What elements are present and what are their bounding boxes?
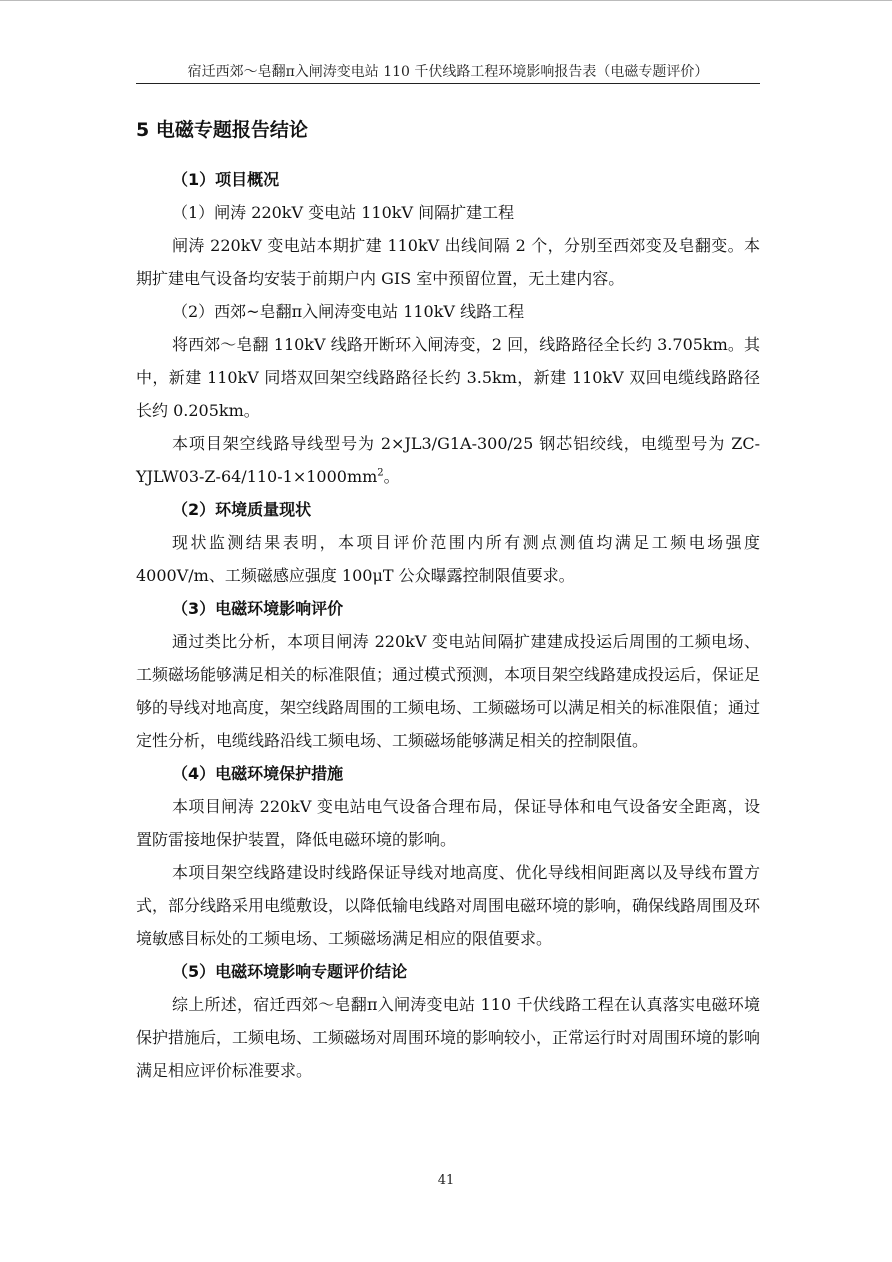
header-rule: [136, 83, 760, 84]
subsection-heading-conclusion: （5）电磁环境影响专题评价结论: [172, 962, 408, 981]
page-top-border: [0, 0, 892, 1]
paragraph-conductor-model: [136, 427, 760, 493]
section-title: 5 电磁专题报告结论: [136, 119, 308, 141]
paragraph-quality: 现状监测结果表明，本项目评价范围内所有测点测值均满足工频电场强度 4000V/m、工频磁感应强度 100μT 公众曝露控制限值要求。: [136, 533, 760, 585]
item-title-bay-expansion: （1）闸涛 220kV 变电站 110kV 间隔扩建工程: [172, 203, 515, 222]
subsection-heading-impact: （3）电磁环境影响评价: [172, 599, 344, 618]
conductor-model-end: 。: [383, 467, 400, 486]
paragraph-line-route: 将西郊～皂翻 110kV 线路开断环入闸涛变，2 回，线路路径全长约 3.705km。其中，新建 110kV 同塔双回架空线路路径长约 3.5km，新建 110kV 双回电缆线路路径长约 0.205km。: [136, 335, 760, 420]
conductor-model-text: 本项目架空线路导线型号为 2×JL3/G1A-300/25 钢芯铝绞线，电缆型号为 ZC-YJLW03-Z-64/110-1×1000mm: [136, 434, 760, 486]
running-header: 宿迁西郊～皂翻π入闸涛变电站 110 千伏线路工程环境影响报告表（电磁专题评价）: [187, 64, 709, 80]
paragraph-bay-expansion: 闸涛 220kV 变电站本期扩建 110kV 出线间隔 2 个，分别至西郊变及皂翻变。本期扩建电气设备均安装于前期户内 GIS 室中预留位置，无土建内容。: [136, 236, 760, 288]
paragraph-conclusion: 综上所述，宿迁西郊～皂翻π入闸涛变电站 110 千伏线路工程在认真落实电磁环境保护措施后，工频电场、工频磁场对周围环境的影响较小，正常运行时对周围环境的影响满足相应评价标准要求。: [136, 995, 761, 1080]
superscript-2: 2: [377, 467, 384, 479]
subsection-heading-protection: （4）电磁环境保护措施: [172, 764, 344, 783]
subsection-heading-overview: （1）项目概况: [172, 170, 280, 189]
paragraph-protection-substation: 本项目闸涛 220kV 变电站电气设备合理布局，保证导体和电气设备安全距离，设置防雷接地保护装置，降低电磁环境的影响。: [136, 797, 760, 849]
page-content: [136, 117, 760, 1087]
item-title-line-project: （2）西郊~皂翻π入闸涛变电站 110kV 线路工程: [172, 302, 525, 321]
subsection-heading-quality: （2）环境质量现状: [172, 500, 312, 519]
paragraph-impact: 通过类比分析，本项目闸涛 220kV 变电站间隔扩建建成投运后周围的工频电场、工频磁场能够满足相关的标准限值；通过模式预测，本项目架空线路建成投运后，保证足够的导线对地高度，架空线路周围的工频电场、工频磁场可以满足相关的标准限值；通过定性分析，电缆线路沿线工频电场、工频磁场能够满足相关的控制限值。: [136, 632, 761, 750]
paragraph-protection-line: 本项目架空线路建设时线路保证导线对地高度、优化导线相间距离以及导线布置方式，部分线路采用电缆敷设，以降低输电线路对周围电磁环境的影响，确保线路周围及环境敏感目标处的工频电场、工频磁场满足相应的限值要求。: [136, 863, 761, 948]
page-number: 41: [437, 1173, 455, 1188]
